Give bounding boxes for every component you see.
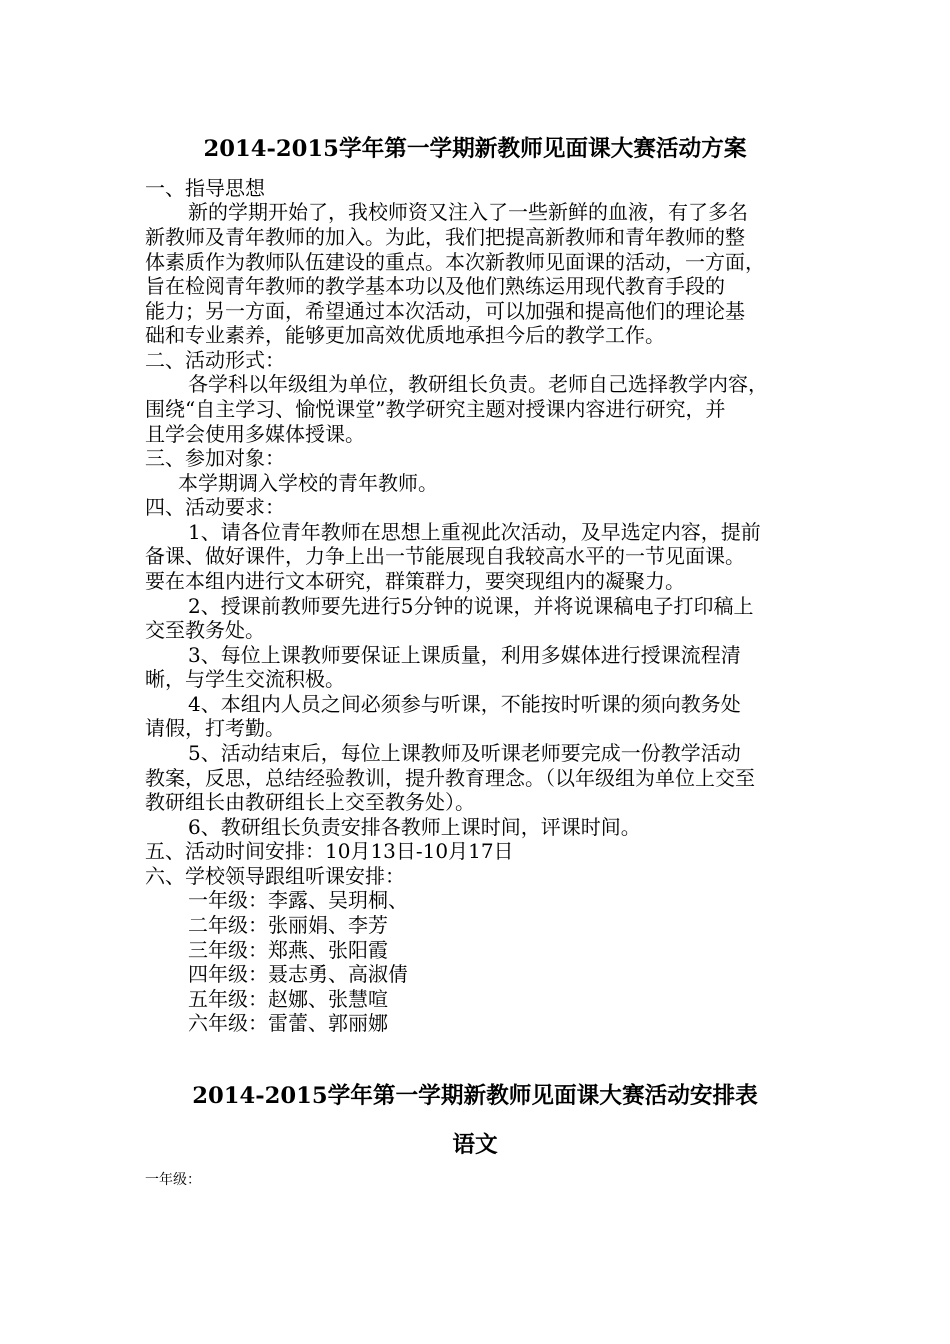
paragraph-line: 交至教务处。 <box>145 618 265 642</box>
paragraph-line: 本学期调入学校的青年教师。 <box>178 471 438 495</box>
grade-label: 一年级： <box>145 1172 201 1188</box>
paragraph-line: 各学科以年级组为单位，教研组长负责。老师自己选择教学内容， <box>188 372 768 396</box>
paragraph-line: 体素质作为教师队伍建设的重点。本次新教师见面课的活动，一方面， <box>145 250 765 274</box>
grade-leaders-line: 四年级：聂志勇、高淑倩 <box>188 962 408 986</box>
grade-leaders-line: 六年级：雷蕾、郭丽娜 <box>188 1011 388 1035</box>
section-heading-guiding-idea: 一、指导思想 <box>145 176 265 200</box>
paragraph-line: 能力；另一方面，希望通过本次活动，可以加强和提高他们的理论基 <box>145 299 745 323</box>
grade-leaders-line: 二年级：张丽娟、李芳 <box>188 913 388 937</box>
paragraph-line: 旨在检阅青年教师的教学基本功以及他们熟练运用现代教育手段的 <box>145 274 725 298</box>
section-heading-activity-form: 二、活动形式： <box>145 348 285 372</box>
paragraph-line: 2、授课前教师要先进行5分钟的说课，并将说课稿电子打印稿上 <box>188 594 754 618</box>
paragraph-line: 6、教研组长负责安排各教师上课时间，评课时间。 <box>188 815 641 839</box>
paragraph-line: 础和专业素养，能够更加高效优质地承担今后的教学工作。 <box>145 323 665 347</box>
paragraph-line: 请假，打考勤。 <box>145 716 285 740</box>
paragraph-line: 1、请各位青年教师在思想上重视此次活动，及早选定内容，提前 <box>188 520 761 544</box>
plan-title: 2014-2015学年第一学期新教师见面课大赛活动方案 <box>203 136 747 162</box>
section-heading-schedule-time: 五、活动时间安排：10月13日-10月17日 <box>145 839 514 863</box>
paragraph-line: 4、本组内人员之间必须参与听课，不能按时听课的须向教务处 <box>188 692 741 716</box>
paragraph-line: 晰，与学生交流积极。 <box>145 667 345 691</box>
paragraph-line: 要在本组内进行文本研究，群策群力，要突现组内的凝聚力。 <box>145 569 685 593</box>
paragraph-line: 备课、做好课件，力争上出一节能展现自我较高水平的一节见面课。 <box>145 544 745 568</box>
schedule-title: 2014-2015学年第一学期新教师见面课大赛活动安排表 <box>192 1083 758 1109</box>
section-heading-participants: 三、参加对象： <box>145 446 285 470</box>
paragraph-line: 且学会使用多媒体授课。 <box>145 422 365 446</box>
paragraph-line: 教研组长由教研组长上交至教务处）。 <box>145 790 475 814</box>
schedule-subject-heading: 语文 <box>452 1132 498 1158</box>
grade-leaders-line: 一年级：李露、吴玥桐、 <box>188 888 408 912</box>
section-heading-leader-arrangement: 六、学校领导跟组听课安排： <box>145 864 405 888</box>
section-heading-requirements: 四、活动要求： <box>145 495 285 519</box>
paragraph-line: 5、活动结束后，每位上课教师及听课老师要完成一份教学活动 <box>188 741 741 765</box>
paragraph-line: 3、每位上课教师要保证上课质量，利用多媒体进行授课流程清 <box>188 643 741 667</box>
grade-leaders-line: 三年级：郑燕、张阳霞 <box>188 938 388 962</box>
paragraph-line: 教案，反思，总结经验教训，提升教育理念。（以年级组为单位上交至 <box>145 766 755 790</box>
paragraph-line: 新教师及青年教师的加入。为此，我们把提高新教师和青年教师的整 <box>145 225 745 249</box>
grade-leaders-line: 五年级：赵娜、张慧喧 <box>188 987 388 1011</box>
paragraph-line: 围绕“自主学习、愉悦课堂”教学研究主题对授课内容进行研究，并 <box>145 397 726 421</box>
paragraph-line: 新的学期开始了，我校师资又注入了一些新鲜的血液，有了多名 <box>188 200 748 224</box>
